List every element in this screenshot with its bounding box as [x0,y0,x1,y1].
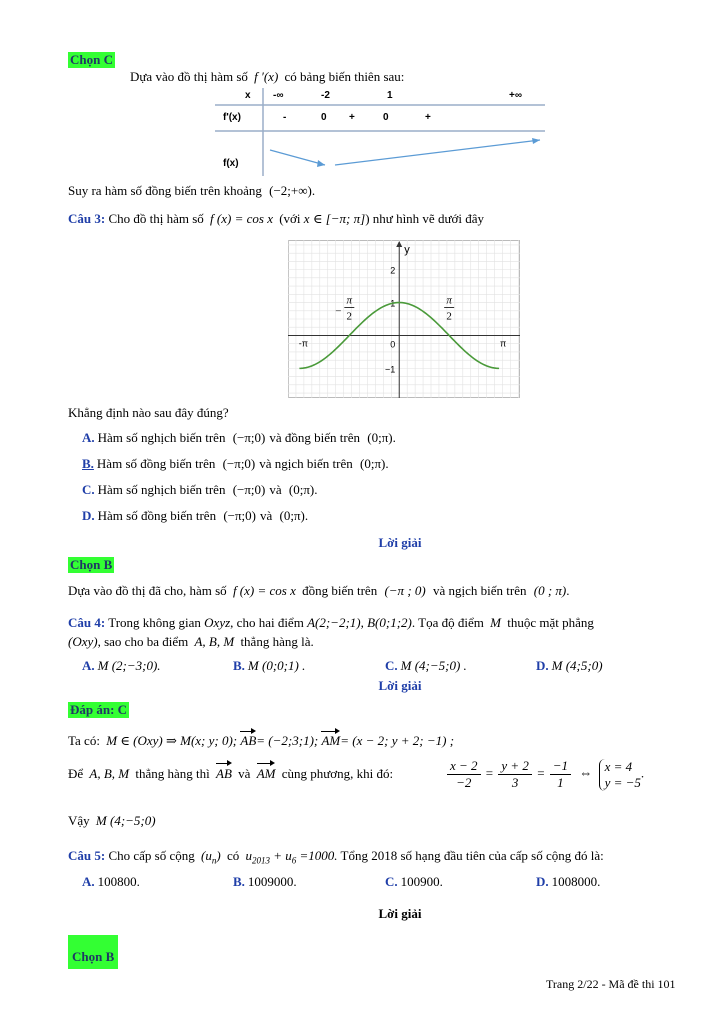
question-4: Câu 4: Trong không gian Oxyz, cho hai điểm A(2;−2;1), B(0;1;2). Tọa độ điểm M thuộc mặt phẳng [68,615,594,630]
answer-highlight: Chọn C [70,52,113,67]
answer-highlight: Chọn B [68,935,118,969]
fraction: $\frac{y + 2}{3}$ [498,758,532,791]
option-d[interactable]: D. 1008000. [536,874,601,889]
solution-heading: Lời giải [378,906,422,921]
vt-x-val: +∞ [509,90,522,101]
vt-sign: + [349,112,355,123]
option-c[interactable]: C. M (4;−5;0) . [385,658,467,673]
question-3: Câu 3: Cho đồ thị hàm số f (x) = cos x (với x ∈ [−π; π]) như hình vẽ dưới đây [68,211,484,226]
annotation-numerator: π [346,294,353,307]
intro-line: Dựa vào đồ thị hàm số f ′(x) có bảng biến thiên sau: [130,69,405,84]
solution-heading: Lời giải [378,535,422,550]
x-tick-label: π [499,338,507,349]
vt-x-val: -2 [321,90,330,101]
vt-fprime-label: f'(x) [223,112,241,123]
cosine-graph [288,240,520,398]
fraction: $\frac{x - 2}{-2}$ [447,758,481,791]
x-tick-label: -π [298,338,308,349]
vt-sign: + [425,112,431,123]
vt-x-label: x [245,90,251,101]
question-label: Câu 4: [68,615,106,630]
annotation-denominator: 2 [346,310,353,323]
question-label: Câu 3: [68,211,106,226]
vt-sign: 0 [321,112,327,123]
option-a[interactable]: A. M (2;−3;0). [82,658,161,673]
option-b[interactable]: B. M (0;0;1) . [233,658,306,673]
answer-highlight: Chọn B [70,557,113,572]
page-footer: Trang 2/22 - Mã đề thi 101 [546,977,676,991]
variation-table [215,88,545,176]
solution-line: Dựa vào đồ thị đã cho, hàm số f (x) = cos x đồng biến trên (−π ; 0) và ngịch biến trên (0 ; π). [68,583,570,598]
question-label: Câu 5: [68,848,106,863]
ratio-equation: $\frac{x - 2}{-2}$ = $\frac{y + 2}{3}$ = $\frac{-1}{1}$ ⇔ x = 4 y = −5. [445,758,644,791]
y-tick-label: −1 [384,364,396,375]
y-axis-label: y [404,244,410,256]
vector-ab: AB [216,766,232,781]
vt-x-val: -∞ [273,90,284,101]
solution-heading: Lời giải [378,678,422,693]
equation-system: x = 4 y = −5 [599,759,641,791]
annotation-denominator: 2 [446,310,452,323]
question-4-line2: (Oxy), sao cho ba điểm A, B, M thẳng hàng là. [68,634,314,649]
question-5: Câu 5: Cho cấp số cộng $(u_n)$ có $u_{2013} + u_6 =1000$. Tổng 2018 số hạng đầu tiên của cấp số cộng đó là: [68,848,604,866]
question-3-prompt: Khẳng định nào sau đây đúng? [68,405,229,420]
option-b[interactable]: B. Hàm số đồng biến trên (−π;0) và ngịch biến trên (0;π). [82,456,389,471]
annotation-sign: − [335,305,342,318]
y-tick-label: 2 [390,265,396,276]
variation-table-lines [215,88,545,176]
option-a[interactable]: A. Hàm số nghịch biến trên (−π;0) và đồng biến trên (0;π). [82,430,396,445]
vector-am: AM [321,733,341,748]
annotation-numerator: π [446,294,452,307]
y-tick-label: 0 [390,339,396,350]
fraction: $\frac{-1}{1}$ [550,758,571,791]
option-c[interactable]: C. Hàm số nghịch biến trên (−π;0) và (0;π). [82,482,318,497]
option-d[interactable]: D. M (4;5;0) [536,658,603,673]
vt-sign: 0 [383,112,389,123]
option-a[interactable]: A. 100800. [82,874,140,889]
conclusion-line: Suy ra hàm số đồng biến trên khoảng (−2;+∞). [68,183,316,198]
y-tick-label: 1 [390,298,396,309]
answer-highlight: Đáp án: C [70,702,128,717]
vt-sign: - [283,112,287,123]
vt-f-label: f(x) [223,158,239,169]
option-d[interactable]: D. Hàm số đồng biến trên (−π;0) và (0;π). [82,508,309,523]
solution-condition: Để A, B, M thẳng hàng thì AB và AM cùng phương, khi đó: [68,766,394,781]
solution-taco: Ta có: M ∈ (Oxy) ⇒ M(x; y; 0); AB= (−2;3;1); AM= (x − 2; y + 2; −1) ; [68,733,455,748]
vector-am: AM [256,766,276,781]
option-b[interactable]: B. 1009000. [233,874,297,889]
vector-ab: AB [240,733,257,748]
vt-x-val: 1 [387,90,393,101]
option-c[interactable]: C. 100900. [385,874,443,889]
solution-conclusion: Vậy M (4;−5;0) [68,813,156,828]
